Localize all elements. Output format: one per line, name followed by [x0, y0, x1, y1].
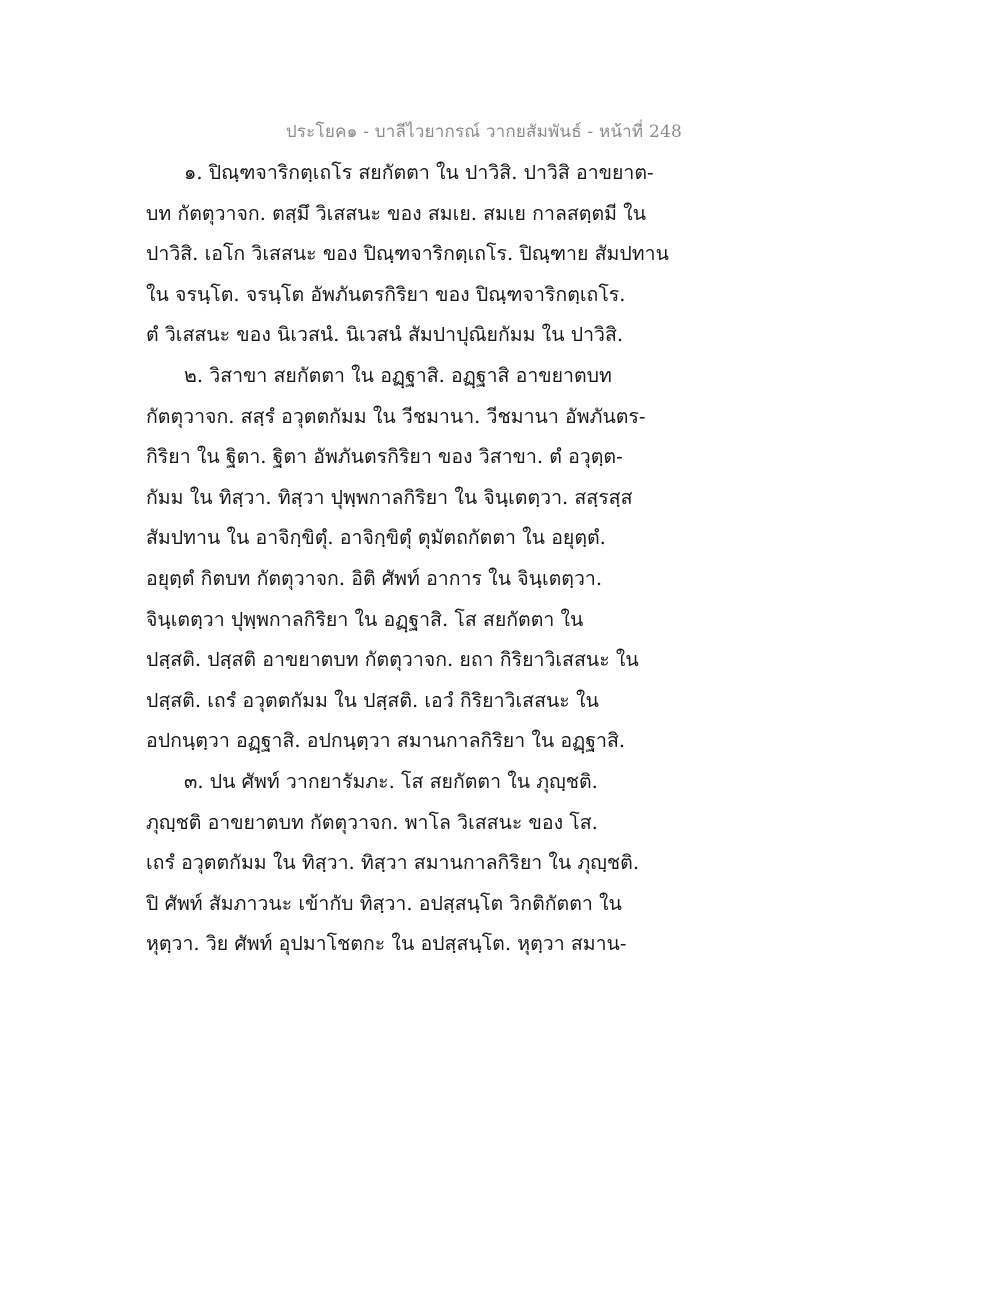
text-line: ๓. ปน ศัพท์ วากยารัมภะ. โส สยกัตตา ใน ภุญฺชติ.: [184, 769, 598, 793]
text-line: กิริยา ใน ฐิตา. ฐิตา อัพภันตรกิริยา ของ วิสาขา. ตํ อวุตฺต-: [146, 445, 623, 469]
text-line: ปสฺสติ. เถรํ อวุตตกัมม ใน ปสฺสติ. เอวํ กิริยาวิเสสนะ ใน: [146, 688, 599, 712]
text-line: อยุตฺตํ กิตบท กัตตุวาจก. อิติ ศัพท์ อาการ ใน จินฺเตตฺวา.: [146, 566, 603, 590]
text-line: ปาวิสิ. เอโก วิเสสนะ ของ ปิณฺฑจาริกตฺเถโร. ปิณฺฑาย สัมปทาน: [146, 242, 669, 266]
text-line: กัตตุวาจก. สสฺรํ อวุตตกัมม ใน วีชมานา. วีชมานา อัพภันตร-: [146, 404, 646, 428]
running-header: ประโยค๑ - บาลีไวยากรณ์ วากยสัมพันธ์ - หน้าที่ 248: [285, 122, 682, 142]
text-line: บท กัตตุวาจก. ตสฺมึ วิเสสนะ ของ สมเย. สมเย กาลสตฺตมี ใน: [146, 201, 647, 225]
text-line: จินฺเตตฺวา ปุพฺพกาลกิริยา ใน อฏฺฐาสิ. โส สยกัตตา ใน: [146, 607, 584, 631]
text-line: อปกนฺตฺวา อฏฺฐาสิ. อปกนฺตฺวา สมานกาลกิริยา ใน อฏฺฐาสิ.: [146, 729, 626, 753]
text-line: ปสฺสติ. ปสฺสติ อาขยาตบท กัตตุวาจก. ยถา กิริยาวิเสสนะ ใน: [146, 648, 639, 672]
text-line: ๑. ปิณฺฑจาริกตฺเถโร สยกัตตา ใน ปาวิสิ. ปาวิสิ อาขยาต-: [184, 161, 654, 184]
text-line: ใน จรนฺโต. จรนฺโต อัพภันตรกิริยา ของ ปิณฺฑจาริกตฺเถโร.: [146, 282, 626, 306]
text-line: กัมม ใน ทิสฺวา. ทิสฺวา ปุพฺพกาลกิริยา ใน จินฺเตตฺวา. สสฺรสฺส: [146, 485, 633, 509]
text-line: เถรํ อวุตตกัมม ใน ทิสฺวา. ทิสฺวา สมานกาลกิริยา ใน ภุญฺชติ.: [146, 851, 640, 875]
text-line: ตํ วิเสสนะ ของ นิเวสนํ. นิเวสนํ สัมปาปุณิยกัมม ใน ปาวิสิ.: [146, 323, 624, 347]
text-line: หุตฺวา. วิย ศัพท์ อุปมาโชตกะ ใน อปสฺสนฺโต. หุตฺวา สมาน-: [146, 932, 627, 956]
text-line: ปิ ศัพท์ สัมภาวนะ เข้ากับ ทิสฺวา. อปสฺสนฺโต วิกติกัตตา ใน: [146, 891, 622, 915]
text-line: ๒. วิสาขา สยกัตตา ใน อฏฺฐาสิ. อฏฺฐาสิ อาขยาตบท: [184, 363, 612, 387]
body-text: [146, 153, 846, 965]
text-line: ภุญฺชติ อาขยาตบท กัตตุวาจก. พาโล วิเสสนะ ของ โส.: [146, 810, 598, 834]
text-line: สัมปทาน ใน อาจิกฺขิตุํ. อาจิกฺขิตุํ ตุมัตถกัตตา ใน อยุตฺตํ.: [146, 526, 606, 550]
